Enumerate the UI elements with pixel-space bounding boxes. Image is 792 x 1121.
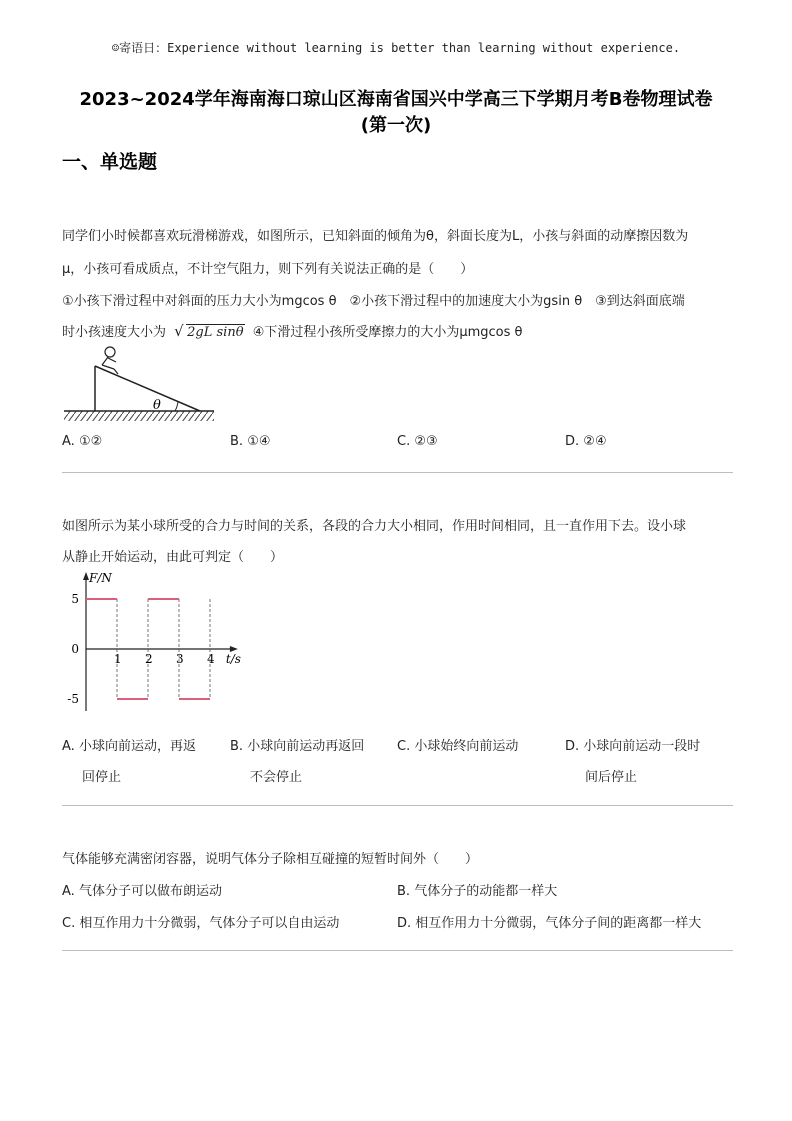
page-title [0,87,792,139]
q2-option-d-line-2: 间后停止 [585,770,638,785]
q2-option-d[interactable] [565,735,700,754]
option-text: ②③ [414,434,438,449]
option-letter: C. [62,916,76,931]
option-text: ①④ [247,434,271,449]
q3-stem: 气体能够充满密闭容器，说明气体分子除相互碰撞的短暂时间外（ ） [62,852,479,867]
section-heading: 一、单选题 [62,151,158,173]
option-letter: A. [62,434,75,449]
q1-option-a[interactable] [62,434,102,449]
option-letter: D. [397,916,412,931]
sqrt-argument: 2gL sinθ [187,325,244,340]
option-letter: B. [397,884,411,899]
q2-option-a[interactable] [62,735,196,754]
option-text-line-1: 小球始终向前运动 [414,739,519,754]
option-text: 相互作用力十分微弱，气体分子可以自由运动 [79,916,340,931]
option-text: ①② [78,434,103,449]
x-tick-label: 1 [114,652,122,666]
q2-stem-line-1: 如图所示为某小球所受的合力与时间的关系，各段的合力大小相同，作用时间相同，且一直作用下去。设小球 [62,519,687,534]
option-letter: D. [565,739,580,754]
x-tick-label: 3 [176,652,184,666]
question-divider-2 [62,805,733,806]
q1-stem-line-1: 同学们小时候都喜欢玩滑梯游戏，如图所示，已知斜面的倾角为θ，斜面长度为L，小孩与斜面的动摩擦因数为 [62,229,689,244]
option-letter: C. [397,739,411,754]
title-line-2: (第一次) [360,115,432,136]
option-text: ②④ [583,434,607,449]
slide-figure [62,342,218,424]
y-tick-label: -5 [67,692,79,706]
q3-option-d[interactable] [397,912,701,931]
q2-stem-line-2: 从静止开始运动，由此可判定（ ） [62,550,284,565]
angle-label: θ [153,398,161,413]
q1-option-d[interactable] [565,434,607,449]
q1-stem-line-4 [62,321,523,340]
q2-option-a-line-2: 回停止 [82,770,122,785]
q2-option-b-line-2: 不会停止 [250,770,303,785]
q3-option-c[interactable] [62,912,339,931]
option-text: 气体分子可以做布朗运动 [78,884,222,899]
x-axis-label: t/s [225,652,241,666]
incline-surface [95,366,200,411]
q1-stem-line-4b: ④下滑过程小孩所受摩擦力的大小为μmgcos θ [252,325,523,340]
x-tick-label: 4 [207,652,215,666]
y-tick-label: 5 [71,592,79,606]
option-text-line-1: 小球向前运动一段时 [583,739,701,754]
q2-option-b[interactable] [230,735,364,754]
option-letter: A. [62,884,75,899]
radical-sign: √ [174,322,184,340]
option-text: 气体分子的动能都一样大 [414,884,558,899]
option-letter: B. [230,434,244,449]
motto-line: ☺寄语日：Experience without learning is better than learning without experience. [111,41,681,55]
option-letter: D. [565,434,580,449]
option-text: 相互作用力十分微弱，气体分子间的距离都一样大 [415,916,702,931]
y-tick-label: 0 [71,642,79,656]
option-letter: A. [62,739,75,754]
q1-stem-line-3: ①小孩下滑过程中对斜面的压力大小为mgcos θ ②小孩下滑过程中的加速度大小为gsin θ ③到达斜面底端 [62,294,685,309]
ground-hatching [64,411,214,421]
option-text-line-1: 小球向前运动，再返 [78,739,196,754]
q2-option-c[interactable] [397,735,518,754]
q1-stem-line-4a: 时小孩速度大小为 [62,325,167,340]
option-text-line-1: 小球向前运动再返回 [247,739,365,754]
option-letter: B. [230,739,244,754]
question-divider-1 [62,472,733,473]
question-divider-3 [62,950,733,951]
sqrt-expression [174,322,244,340]
y-axis-label: F/N [89,571,112,585]
q1-stem-line-2: μ，小孩可看成质点，不计空气阻力，则下列有关说法正确的是（ ） [62,262,474,277]
option-letter: C. [397,434,411,449]
q1-option-b[interactable] [230,434,271,449]
q3-option-a[interactable] [62,880,222,899]
angle-arc [175,401,178,411]
q3-option-b[interactable] [397,880,557,899]
title-line-1: 2023~2024学年海南海口琼山区海南省国兴中学高三下学期月考B卷物理试卷 [79,89,713,110]
q1-option-c[interactable] [397,434,438,449]
force-time-chart [62,568,252,718]
x-tick-label: 2 [145,652,153,666]
